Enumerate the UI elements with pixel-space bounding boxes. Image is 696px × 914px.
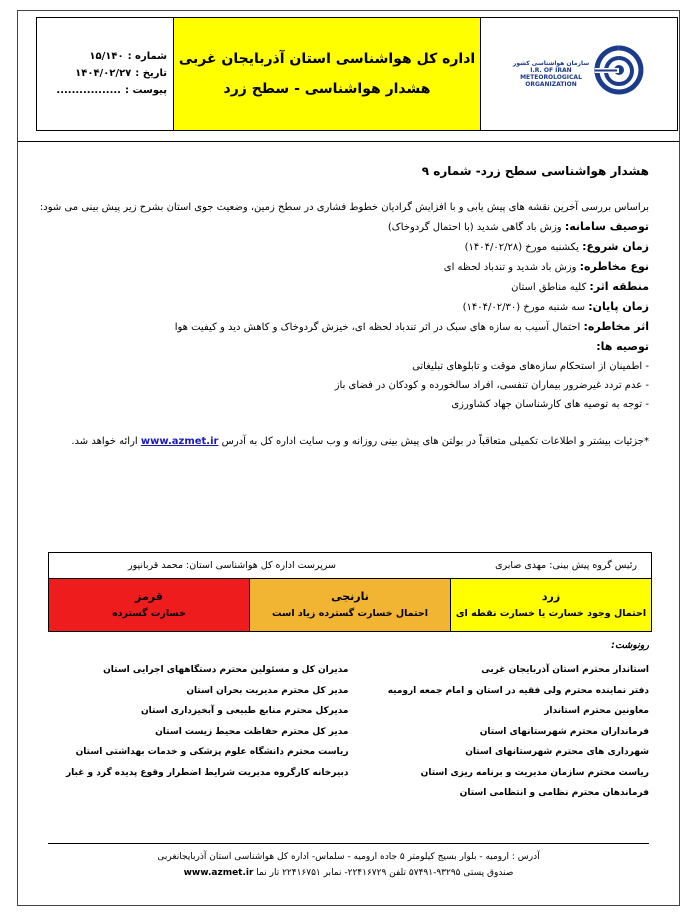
cc-column-left — [58, 660, 359, 804]
cc-recipient: فرمانداران محترم شهرستانهای استان — [479, 726, 649, 737]
level-name: قرمز — [135, 590, 163, 603]
level-name: نارنجی — [331, 590, 369, 603]
intro-text: براساس بررسی آخرین نقشه های پیش یابی و با افزایش گرادیان خطوط فشاری در سطح زمین، وضعیت جوی استان بشرح زیر پیش بینی می شود: — [39, 202, 649, 213]
cc-list — [58, 660, 649, 804]
level-orange — [249, 579, 450, 631]
level-desc: خسارت گسترده — [112, 608, 186, 619]
number-label: شماره : — [127, 51, 167, 62]
effect-value: احتمال آسیب به سازه های سبک در اثر تندباد لحظه ای، خیزش گردوخاک و کاهش دید و کیفیت هوا — [174, 322, 581, 333]
number-value: ۱۵/۱۴۰ — [89, 51, 124, 62]
letterhead — [36, 17, 678, 131]
level-red — [49, 579, 249, 631]
logo-text — [513, 60, 589, 88]
met-organization-logo-icon — [593, 42, 645, 106]
recommendations-label: توصیه ها: — [596, 340, 649, 353]
level-yellow — [450, 579, 651, 631]
document-page — [17, 10, 680, 906]
org-title: اداره کل هواشناسی استان آذربایجان غربی — [178, 51, 476, 67]
cc-recipient: دفتر نماینده محترم ولی فقیه در استان و امام جمعه ارومیه — [387, 685, 649, 696]
effect-label: اثر مخاطره: — [583, 320, 649, 333]
footer-website-link[interactable]: www.azmet.ir — [183, 868, 254, 878]
date-label: تاریخ : — [135, 68, 167, 79]
cc-recipient: استاندار محترم استان آذربایجان غربی — [481, 665, 649, 675]
logo-line1: I.R. OF IRAN — [530, 67, 572, 74]
logo-line2: METEOROLOGICAL — [520, 74, 582, 81]
more-info-note — [38, 432, 649, 451]
recommendations-list — [38, 357, 649, 414]
cc-recipient: مدیر کل محترم حفاظت محیط زیست استان — [155, 726, 349, 737]
header-divider — [18, 141, 679, 142]
area-value: کلیه مناطق استان — [511, 282, 587, 293]
cc-recipient: مدیرکل محترم منابع طبیعی و آبخیزداری استان — [140, 706, 349, 716]
attachment-value: ................. — [56, 85, 121, 96]
logo-area — [481, 18, 677, 130]
cc-recipient: ریاست محترم دانشگاه علوم پزشکی و خدمات بهداشتی استان — [75, 747, 349, 757]
cc-title: رونوشت: — [611, 640, 649, 651]
end-label: زمان پایان: — [588, 300, 649, 313]
footer-contacts-row — [48, 865, 649, 881]
letter-meta — [37, 18, 174, 130]
date-value: ۱۴۰۴/۰۲/۲۷ — [75, 68, 132, 79]
signature-row — [48, 552, 652, 579]
recommendation-item: - توجه به توصیه های کارشناسان جهاد کشاورزی — [451, 399, 649, 410]
footer-address: آدرس : ارومیه - بلوار بسیج کیلومتر ۵ جاده‌ ارومیه - سلماس- اداره کل هواشناسی استان آذربایجانغربی — [157, 852, 540, 862]
cc-recipient: مدیر کل محترم مدیریت بحران استان — [186, 685, 349, 696]
website-link[interactable]: www.azmet.ir — [140, 436, 219, 447]
cc-recipient: مدیران کل و مسئولین محترم دستگاههای اجرایی استان — [103, 665, 349, 675]
system-value: وزش باد گاهی شدید (با احتمال گردوخاک) — [387, 222, 562, 233]
hazard-value: وزش باد شدید و تندباد لحظه ای — [443, 262, 577, 273]
footer-divider — [48, 843, 649, 844]
warning-subtitle: هشدار هواشناسی - سطح زرد — [223, 81, 431, 97]
header-title-box — [174, 18, 481, 130]
logo-line3: ORGANIZATION — [525, 81, 577, 88]
warning-title: هشدار هواشناسی سطح زرد- شماره ۹ — [421, 164, 649, 178]
cc-recipient: شهرداری های محترم شهرستانهای استان — [465, 747, 649, 757]
cc-recipient: فرماندهان محترم نظامی و انتظامی استان — [459, 788, 649, 798]
level-desc: احتمال خسارت گسترده زیاد است — [271, 608, 429, 619]
logo-fa-text: سازمان هواشناسی کشور — [512, 60, 590, 67]
note-after: ارائه خواهد شد. — [71, 436, 138, 447]
cc-recipient: ریاست محترم سازمان مدیریت و برنامه ریزی استان — [420, 767, 649, 778]
footer — [48, 849, 649, 881]
system-label: توصیف سامانه: — [564, 220, 649, 233]
level-desc: احتمال وجود خسارت یا خسارت نقطه ای — [455, 608, 647, 619]
note-before: *جزئیات بیشتر و اطلاعات تکمیلی متعاقباً در بولتن های پیش بینی روزانه و وب سایت اداره کل به آدرس — [221, 436, 649, 447]
level-name: زرد — [541, 590, 561, 603]
attachment-label: پیوست : — [124, 85, 167, 96]
hazard-label: نوع مخاطره: — [579, 260, 649, 273]
recommendation-item: - اطمینان از استحکام سازه‌های موقت و تابلوهای تبلیغاتی — [412, 361, 649, 372]
start-value: یکشنبه مورخ (۱۴۰۴/۰۲/۲۸) — [464, 242, 579, 253]
end-value: سه شنبه مورخ (۱۴۰۴/۰۲/۳۰) — [462, 302, 585, 313]
recommendation-item: - عدم تردد غیرضرور بیماران تنفسی، افراد سالخورده و کودکان در فضای باز — [334, 380, 649, 391]
warning-body — [38, 198, 649, 451]
area-label: منطقه اثر: — [589, 280, 649, 293]
director-signature: سرپرست اداره کل هواشناسی استان: محمد قربانپور — [127, 560, 336, 571]
warning-level-legend — [48, 578, 652, 632]
cc-column-right — [359, 660, 650, 804]
cc-recipient: معاونین محترم استاندار — [544, 706, 649, 716]
footer-contacts: صندوق پستی ۹۳۲۹۵-۵۷۴۹۱ تلفن ۲۲۴۱۶۷۲۹- نمابر ۲۲۴۱۶۷۵۱ تار نما — [256, 868, 514, 878]
cc-recipient: دبیرخانه کارگروه مدیریت شرایط اضطرار وقوع پدیده گرد و غبار — [65, 767, 349, 778]
start-label: زمان شروع: — [582, 240, 649, 253]
forecast-head-signature: رئیس گروه پیش بینی: مهدی صابری — [495, 560, 637, 571]
